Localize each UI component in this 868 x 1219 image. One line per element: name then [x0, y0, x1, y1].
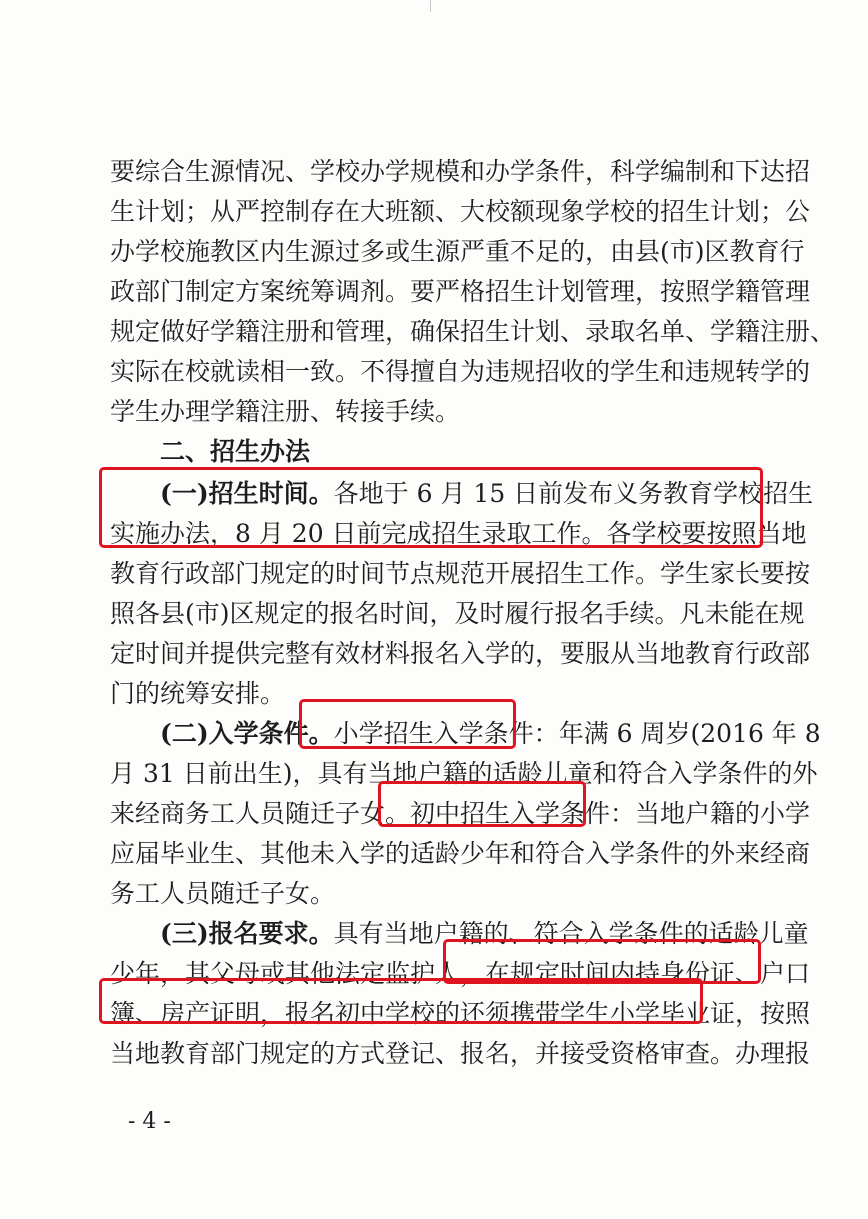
paragraph-line: 门的统筹安排。 [110, 679, 286, 708]
paragraph-text: 当地户籍的小学 [635, 799, 811, 828]
text-line: 要综合生源情况、学校办学规模和办学条件，科学编制和下达招 [110, 157, 811, 186]
text-line: 规定做好学籍注册和管理，确保招生计划、录取名单、学籍注册、 [110, 317, 836, 346]
highlighted-text: 簿、房产证明，报名初中学校的还须携带学生小学毕业证， [110, 999, 761, 1028]
paragraph-text: 各地于 6 月 15 日前发布义务教育学校招生 [333, 479, 814, 508]
highlight-box [99, 978, 703, 1024]
paragraph-title: (二)入学条件。 [160, 719, 334, 748]
paragraph-text: 年满 6 周岁(2016 年 8 [558, 719, 821, 748]
highlight-box [299, 699, 516, 749]
paragraph-text: 少年，其父母或其他法定监护人， [110, 959, 486, 988]
text-line: 办学校施教区内生源过多或生源严重不足的，由县(市)区教育行 [110, 237, 805, 266]
scan-mark [430, 0, 431, 12]
text-line: 政部门制定方案统筹调剂。要严格招生计划管理，按照学籍管理 [110, 277, 811, 306]
paragraph-line: 定时间并提供完整有效材料报名入学的，要服从当地教育行政部 [110, 639, 811, 668]
paragraph-line: 教育行政部门规定的时间节点规范开展招生工作。学生家长要按 [110, 559, 811, 588]
page-number: - 4 - [128, 1109, 171, 1134]
section-heading: 二、招生办法 [160, 437, 311, 466]
highlighted-text: 在规定时间内持身份证、户口 [485, 959, 811, 988]
text-line: 生计划；从严控制存在大班额、大校额现象学校的招生计划；公 [110, 197, 811, 226]
highlighted-text: 初中招生入学条件： [410, 799, 636, 828]
text-line: 实际在校就读相一致。不得擅自为违规招收的学生和违规转学的 [110, 357, 811, 386]
paragraph-text: 来经商务工人员随迁子女。 [110, 799, 411, 828]
paragraph-line: 当地教育部门规定的方式登记、报名，并接受资格审查。办理报 [110, 1039, 811, 1068]
paragraph-line: 实施办法，8 月 20 日前完成招生录取工作。各学校要按照当地 [110, 519, 807, 548]
highlight-box [99, 467, 763, 548]
paragraph-text: 具有当地户籍的、符合入学条件的适龄儿童 [333, 919, 809, 948]
paragraph-line: 务工人员随迁子女。 [110, 879, 336, 908]
highlighted-text: 小学招生入学条件： [333, 719, 559, 748]
paragraph-line: 应届毕业生、其他未入学的适龄少年和符合入学条件的外来经商 [110, 839, 811, 868]
paragraph-line: 照各县(市)区规定的报名时间，及时履行报名手续。凡未能在规 [110, 599, 805, 628]
paragraph-text: 按照 [760, 999, 811, 1028]
paragraph-title: (一)招生时间。 [160, 479, 334, 508]
paragraph-line: 月 31 日前出生)，具有当地户籍的适龄儿童和符合入学条件的外 [110, 759, 818, 788]
highlight-box [378, 781, 586, 827]
text-line: 学生办理学籍注册、转接手续。 [110, 397, 461, 426]
paragraph-title: (三)报名要求。 [160, 919, 334, 948]
